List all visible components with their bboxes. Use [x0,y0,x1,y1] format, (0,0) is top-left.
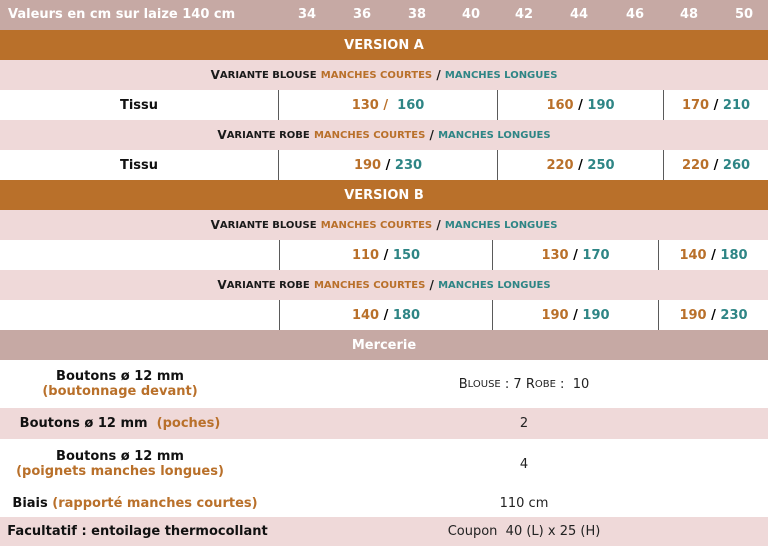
mercerie-value: 4 [519,456,529,472]
size-38: 38 [407,7,427,22]
long-sleeves-label: MANCHES LONGUES [444,219,558,231]
mercerie-row: Boutons ø 12 mm (boutonnage devant) B LOUSE : 7 R OBE : 10 [0,360,768,408]
size-48: 48 [679,7,699,22]
version-b-robe-variant-row: V ARIANTE ROBE MANCHES COURTES / MANCHES LONGUES [0,270,768,300]
mercerie-row: Biais (rapporté manches courtes) 110 cm [0,489,768,517]
version-a-robe-tissu-row [0,150,768,180]
long-sleeves-label: MANCHES LONGUES [438,279,551,291]
table-cell: 190 / 230 [278,150,497,180]
version-a-blouse-variant-row: V ARIANTE BLOUSE MANCHES COURTES / MANCHES LONGUES [0,60,768,90]
long-sleeves-label: MANCHES LONGUES [438,129,551,141]
version-a-blouse-tissu-row [0,90,768,120]
mercerie-label: Mercerie [351,337,417,353]
mercerie-row: Boutons ø 12 mm (poignets manches longues) 4 [0,439,768,489]
tissu-label: Tissu [119,97,159,113]
mercerie-value: B LOUSE : 7 R OBE : 10 [458,376,590,392]
size-36: 36 [352,7,372,22]
version-b-robe-values-row [0,300,768,330]
table-cell: 220 / 250 [497,150,663,180]
version-b-blouse-values-row [0,240,768,270]
version-a-robe-variant-row: V ARIANTE ROBE MANCHES COURTES / MANCHES LONGUES [0,120,768,150]
size-44: 44 [569,7,589,22]
mercerie-row: Boutons ø 12 mm (poches) 2 [0,408,768,439]
short-sleeves-label: MANCHES COURTES [313,129,426,141]
table-cell: 220 / 260 [663,150,768,180]
short-sleeves-label: MANCHES COURTES [313,279,426,291]
table-cell: 190 / 230 [658,300,768,330]
table-cell: 140 / 180 [658,240,768,270]
tissu-label: Tissu [119,157,159,173]
mercerie-row: Facultatif : entoilage thermocollant Coupon 40 (L) x 25 (H) [0,517,768,546]
size-46: 46 [625,7,645,22]
mercerie-band [0,330,768,360]
header-title: Valeurs en cm sur laize 140 cm [8,7,236,22]
mercerie-value: 110 cm [499,495,549,511]
table-cell: 130 / 170 [492,240,658,270]
table-cell: 160 / 190 [497,90,663,120]
mercerie-value: 2 [519,416,529,431]
short-sleeves-label: MANCHES COURTES [320,69,433,81]
version-a-band [0,30,768,60]
size-40: 40 [461,7,481,22]
long-sleeves-label: MANCHES LONGUES [444,69,558,81]
short-sleeves-label: MANCHES COURTES [320,219,433,231]
version-a-label: VERSION A [344,37,424,53]
size-header-row [0,0,768,30]
mercerie-value: Coupon 40 (L) x 25 (H) [447,524,601,539]
table-cell: 140 / 180 [279,300,492,330]
table-cell: 110 / 150 [279,240,492,270]
version-b-blouse-variant-row: V ARIANTE BLOUSE MANCHES COURTES / MANCHES LONGUES [0,210,768,240]
table-cell: 170 / 210 [663,90,768,120]
version-b-band [0,180,768,210]
table-cell: 190 / 190 [492,300,658,330]
table-cell: 130 / 160 [278,90,497,120]
version-b-label: VERSION B [344,187,424,203]
size-34: 34 [297,7,317,22]
size-42: 42 [514,7,534,22]
size-50: 50 [734,7,754,22]
